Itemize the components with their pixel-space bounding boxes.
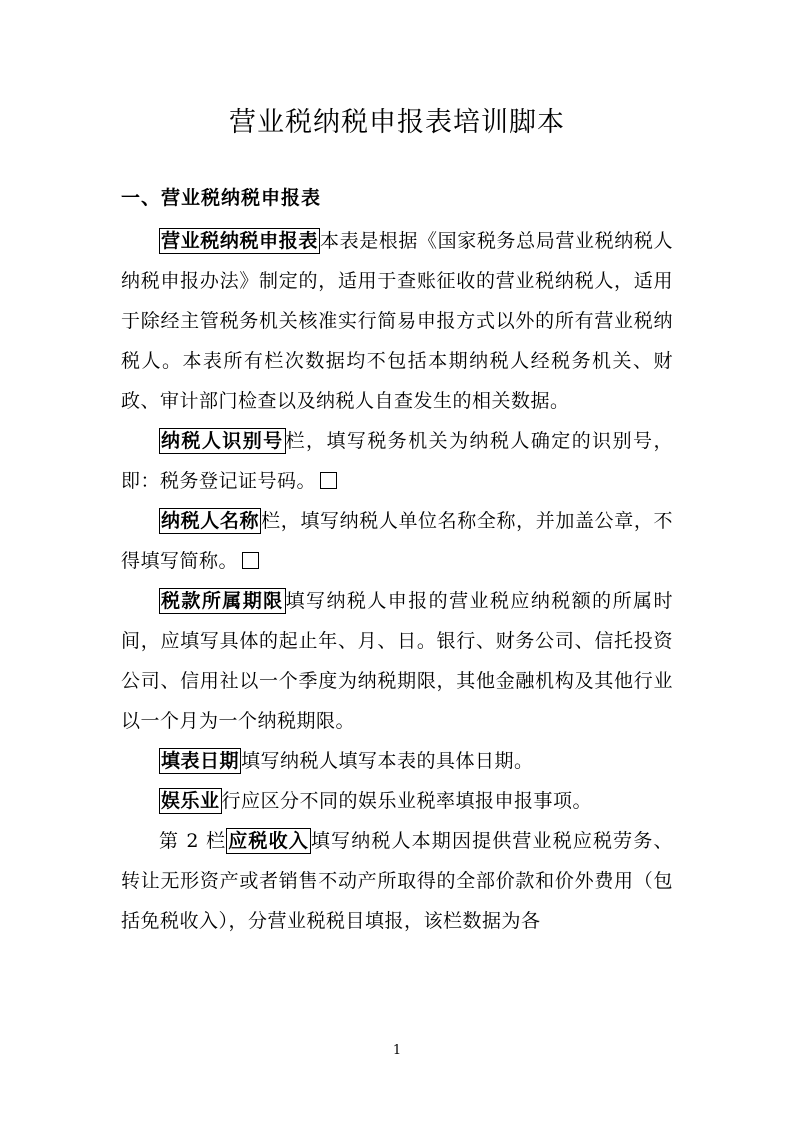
paragraph-prefix: 第 2 栏 — [159, 830, 227, 852]
boxed-term-fill-date: 填表日期 — [161, 750, 240, 772]
boxed-term-tax-period: 税款所属期限 — [161, 590, 284, 612]
paragraph-taxpayer-id — [121, 421, 673, 501]
paragraph-sales-tax-form — [121, 221, 673, 421]
paragraph-tax-period — [121, 581, 673, 741]
boxed-term-sales-tax-form: 营业税纳税申报表 — [161, 230, 318, 252]
paragraph-text: 行应区分不同的娱乐业税率填报申报事项。 — [221, 790, 593, 812]
boxed-term-taxpayer-id: 纳税人识别号 — [161, 430, 284, 452]
checkbox-icon[interactable] — [242, 552, 259, 569]
paragraph-taxable-income — [121, 821, 673, 941]
paragraph-text: 本表是根据《国家税务总局营业税纳税人纳税申报办法》制定的，适用于查账征收的营业税纳税人，适用于除经主管税务机关核准实行简易申报方式以外的所有营业税纳税人。本表所有栏次数据均不包括本期纳税人经税务机关、财政、审计部门检查以及纳税人自查发生的相关数据。 — [121, 230, 673, 412]
section-heading: 一、营业税纳税申报表 — [121, 187, 322, 209]
paragraph-text: 栏，填写税务机关为纳税人确定的识别号，即：税务登记证号码。 — [121, 430, 673, 492]
paragraph-text: 填写纳税人填写本表的具体日期。 — [241, 750, 534, 772]
paragraph-entertainment — [121, 781, 673, 821]
page-number: 1 — [392, 1043, 402, 1058]
paragraph-text: 栏，填写纳税人单位名称全称，并加盖公章，不得填写简称。 — [121, 510, 673, 572]
boxed-term-entertainment: 娱乐业 — [161, 790, 220, 812]
boxed-term-taxpayer-name: 纳税人名称 — [161, 510, 260, 532]
paragraph-text: 填写纳税人本期因提供营业税应税劳务、转让无形资产或者销售不动产所取得的全部价款和价外费用（包括免税收入），分营业税税目填报，该栏数据为各 — [121, 830, 673, 932]
paragraph-taxpayer-name — [121, 501, 673, 581]
paragraph-fill-date — [121, 741, 673, 781]
boxed-term-taxable-income: 应税收入 — [228, 830, 309, 852]
paragraph-text: 填写纳税人申报的营业税应纳税额的所属时间，应填写具体的起止年、月、日。银行、财务公司、信托投资公司、信用社以一个季度为纳税期限，其他金融机构及其他行业以一个月为一个纳税期限。 — [121, 590, 673, 732]
page-title: 营业税纳税申报表培训脚本 — [229, 107, 565, 138]
checkbox-icon[interactable] — [320, 472, 337, 489]
document-body — [121, 221, 673, 941]
